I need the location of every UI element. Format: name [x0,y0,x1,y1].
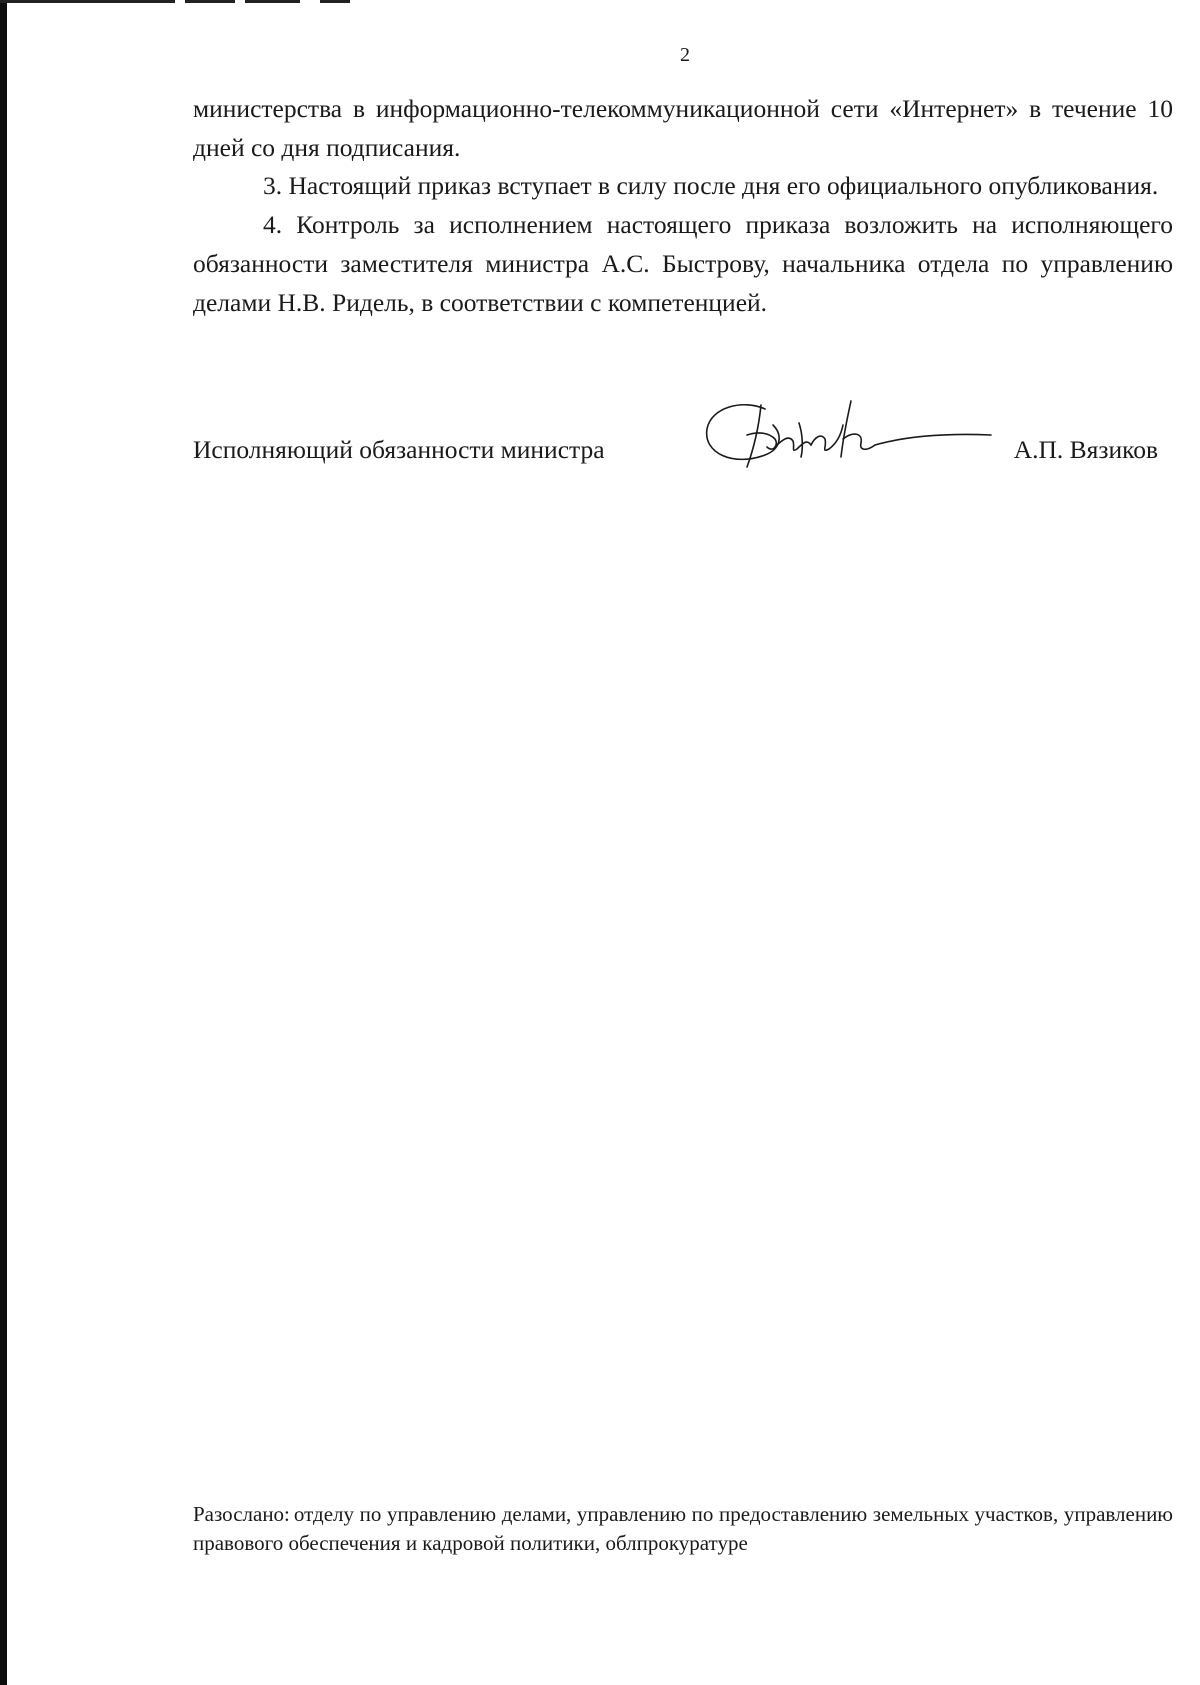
distribution-recipients: отделу по управлению делами, управлению по предоставлению земельных участков, управлению правового обеспечения и кадровой политики, облпрокуратуре [193,1502,1173,1555]
signatory-name: А.П. Вязиков [1013,435,1158,464]
page-number: 2 [680,44,690,66]
handwritten-signature [703,395,993,475]
document-body [193,90,1173,322]
signatory-title: Исполняющий обязанности министра [193,435,605,464]
paragraph-item-4: 4. Контроль за исполнением настоящего приказа возложить на исполняющего обязанности заместителя министра А.С. Быстрову, начальника отдела по управлению делами Н.В. Ридель, в соответствии с компетенцией. [193,210,1173,317]
distribution-label: Разослано: [193,1502,290,1526]
scan-edge-top [0,0,380,3]
scan-edge-left [0,0,7,1685]
distribution-list [193,1500,1173,1558]
paragraph-item-3: 3. Настоящий приказ вступает в силу после дня его официального опубликования. [263,171,1159,201]
paragraph-continuation: министерства в информационно-телекоммуникационной сети «Интернет» в течение 10 дней со дня подписания. [193,94,1173,162]
signature-block [193,395,1158,485]
